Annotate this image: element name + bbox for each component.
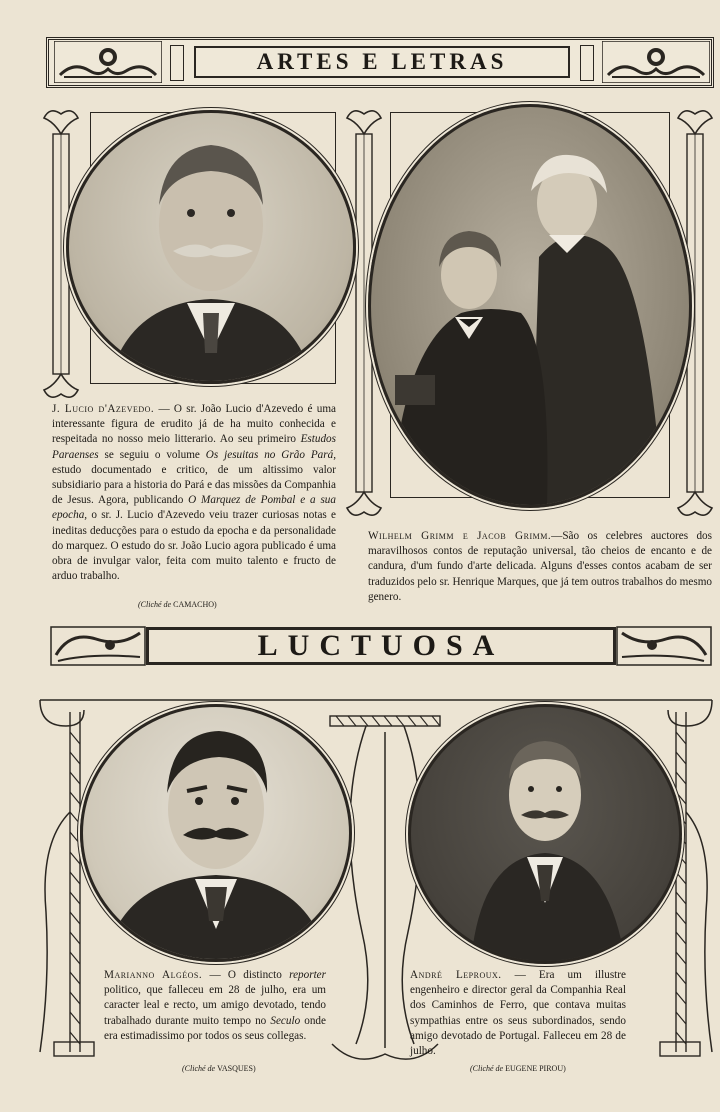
algeos-text-1: — O distincto bbox=[202, 969, 290, 981]
algeos-credit-prefix: (Cliché de bbox=[182, 1064, 216, 1073]
azevedo-name: J. Lucio d'Azevedo. bbox=[52, 403, 155, 415]
algeos-credit-name: VASQUES) bbox=[217, 1064, 256, 1073]
azevedo-text-1: — O sr. João Lucio d'Azevedo é uma interessante figura de erudito já de ha muito conhecida e respeitada no nosso meio litterario. Ao seu primeiro bbox=[52, 403, 336, 446]
grimm-caption bbox=[368, 529, 712, 605]
azevedo-text-3: estudo documentado e critico, de um altissimo valor subsidiario para a historia do Pará e das missões da Companhia de Jesus. Agora, publicando bbox=[52, 463, 336, 507]
leproux-caption bbox=[410, 968, 626, 1059]
grimm-portrait bbox=[368, 104, 692, 508]
azevedo-caption bbox=[52, 402, 336, 584]
right-ornament-icon bbox=[602, 41, 710, 83]
algeos-caption bbox=[104, 968, 326, 1044]
grimm-name: Wilhelm Grimm e Jacob Grimm. bbox=[368, 530, 552, 542]
azevedo-work-2: Os jesuitas no Grão Pará, bbox=[205, 448, 336, 461]
left-bar bbox=[170, 45, 184, 81]
azevedo-credit-prefix: (Cliché de bbox=[138, 600, 172, 609]
grimm-text: —São os celebres auctores dos maravilhosos contos de reputação universal, tão cheios de encanto e de candura, d'um fundo d'arte delicada. Alguns d'esses contos acabam de ser traduzidos pelo sr. Henrique Marques, que já tem outros trabalhos do mesmo genero. bbox=[368, 530, 712, 603]
right-bar bbox=[580, 45, 594, 81]
algeos-portrait bbox=[80, 704, 352, 962]
leproux-name: André Leproux. bbox=[410, 969, 502, 981]
luctuosa-left-ornament-icon bbox=[50, 625, 146, 667]
leproux-credit bbox=[470, 1064, 566, 1073]
luctuosa-right-ornament-icon bbox=[616, 625, 712, 667]
leproux-text: — Era um illustre engenheiro e director geral da Companhia Real dos Caminhos de Ferro, que contava muitas sympathias entre os seus subordinados, sendo amigo devotado de Portugal. Falleceu em 28 de julho. bbox=[410, 969, 626, 1058]
luctuosa-title bbox=[146, 627, 616, 665]
algeos-word-2: Seculo bbox=[270, 1014, 301, 1027]
algeos-name: Marianno Algéos. bbox=[104, 969, 203, 981]
azevedo-work-3: O Marquez de Pombal e a sua epocha, bbox=[52, 494, 336, 522]
leproux-credit-prefix: (Cliché de bbox=[470, 1064, 504, 1073]
algeos-text-2: politico, que falleceu em 28 de julho, era um caracter leal e recto, um amigo devotado, tendo trabalhado durante muito tempo no bbox=[104, 984, 326, 1027]
leproux-portrait bbox=[408, 704, 682, 964]
azevedo-text-2: se seguiu o volume bbox=[98, 448, 206, 461]
left-ornament-icon bbox=[54, 41, 162, 83]
azevedo-text-4: o sr. J. Lucio d'Azevedo veiu trazer curiosas notas e ineditas deducções para o estudo da epocha e da personalidade do marquez. O estudo do sr. João Lucio agora publicado é uma obra de invulgar valor, feita com muito talento e fructo de arduo trabalho. bbox=[52, 509, 336, 583]
section-title-text: ARTES E LETRAS bbox=[256, 49, 508, 74]
azevedo-portrait bbox=[66, 110, 356, 384]
leproux-credit-name: EUGENE PIROU) bbox=[505, 1064, 566, 1073]
azevedo-credit bbox=[138, 600, 217, 609]
algeos-word-1: reporter bbox=[289, 969, 326, 981]
section-title bbox=[194, 46, 570, 78]
azevedo-work-1: Estudos Paraenses bbox=[52, 433, 336, 461]
algeos-credit bbox=[182, 1064, 256, 1073]
algeos-text-3: onde era estimadissimo por todos os seus collegas. bbox=[104, 1014, 326, 1042]
luctuosa-title-text: LUCTUOSA bbox=[257, 629, 505, 662]
azevedo-credit-name: CAMACHO) bbox=[173, 600, 217, 609]
